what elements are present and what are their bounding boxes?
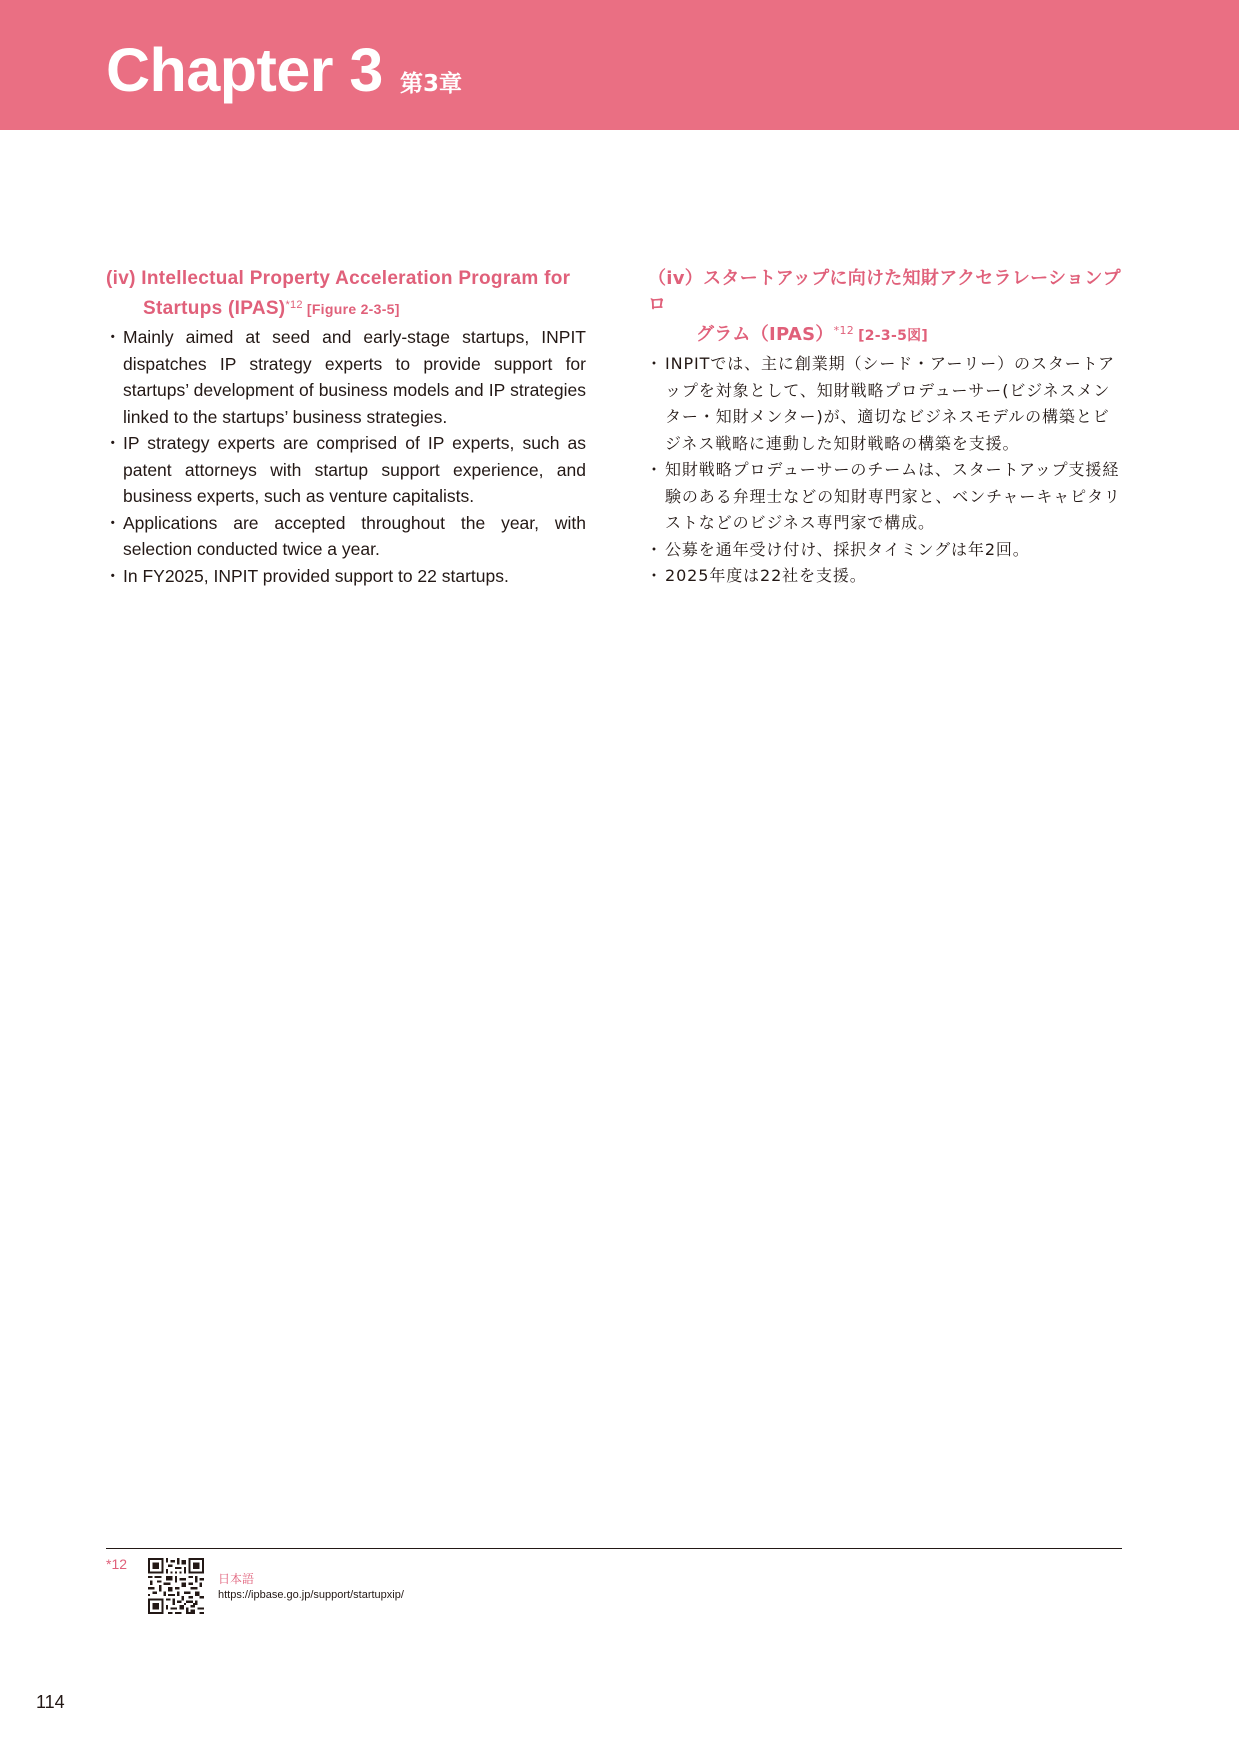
list-item: ・ 知財戦略プロデューサーのチームは、スタートアップ支援経験のある弁理士などの知財専門家と、ベンチャーキャピタリストなどのビジネス専門家で構成。	[648, 457, 1124, 537]
footnote-marker: *12	[106, 1556, 128, 1572]
footnote-url[interactable]: https://ipbase.go.jp/support/startupxip/	[218, 1589, 404, 1601]
list-item: ・ Mainly aimed at seed and early-stage startups, INPIT dispatches IP strategy experts to provide support for startups’ development of business models and IP strategies linked to the startups’ business strategies.	[106, 324, 586, 430]
figure-ref: [Figure 2-3-5]	[306, 301, 400, 317]
heading-line-2	[106, 292, 586, 322]
footnote-divider	[106, 1548, 1122, 1549]
heading-line-1: (iv) Intellectual Property Acceleration Program for	[106, 268, 571, 289]
section-heading-ja	[648, 266, 1124, 349]
chapter-banner	[0, 0, 1241, 130]
section-heading-en	[106, 266, 586, 322]
heading-line-2-text: Startups (IPAS)	[143, 298, 286, 319]
list-item: ・ 公募を通年受け付け、採択タイミングは年2回。	[648, 537, 1124, 564]
list-item: ・ INPITでは、主に創業期（シード・アーリー）のスタートアップを対象として、知財戦略プロデューサー(ビジネスメンター・知財メンター)が、適切なビジネスモデルの構築とビジネス戦略に連動した知財戦略の構築を支援。	[648, 351, 1124, 457]
chapter-title: Chapter 3	[106, 36, 383, 104]
page-number: 114	[36, 1692, 65, 1712]
bullet-list-ja	[648, 351, 1124, 590]
list-item: ・ Applications are accepted throughout the year, with selection conducted twice a year.	[106, 510, 586, 563]
list-item: ・ 2025年度は22社を支援。	[648, 563, 1124, 590]
figure-ref: [2-3-5図]	[858, 328, 929, 344]
qr-code-icon[interactable]	[148, 1558, 204, 1614]
footnote-language-label: 日本語	[218, 1572, 255, 1586]
bullet-list-en	[106, 324, 586, 589]
footnote-ref: *12	[833, 324, 855, 337]
heading-line-2-text: グラム（IPAS）	[696, 324, 834, 345]
japanese-column	[648, 266, 1124, 590]
list-item: ・ In FY2025, INPIT provided support to 22 startups.	[106, 563, 586, 590]
footnote-ref: *12	[285, 299, 303, 311]
list-item: ・ IP strategy experts are comprised of IP experts, such as patent attorneys with startup support experience, and business experts, such as venture capitalists.	[106, 430, 586, 510]
chapter-title-ja: 第3章	[400, 71, 463, 97]
english-column	[106, 266, 586, 589]
heading-line-2	[648, 318, 1124, 349]
heading-line-1: （iv）スタートアップに向けた知財アクセラレーションプロ	[648, 268, 1121, 315]
